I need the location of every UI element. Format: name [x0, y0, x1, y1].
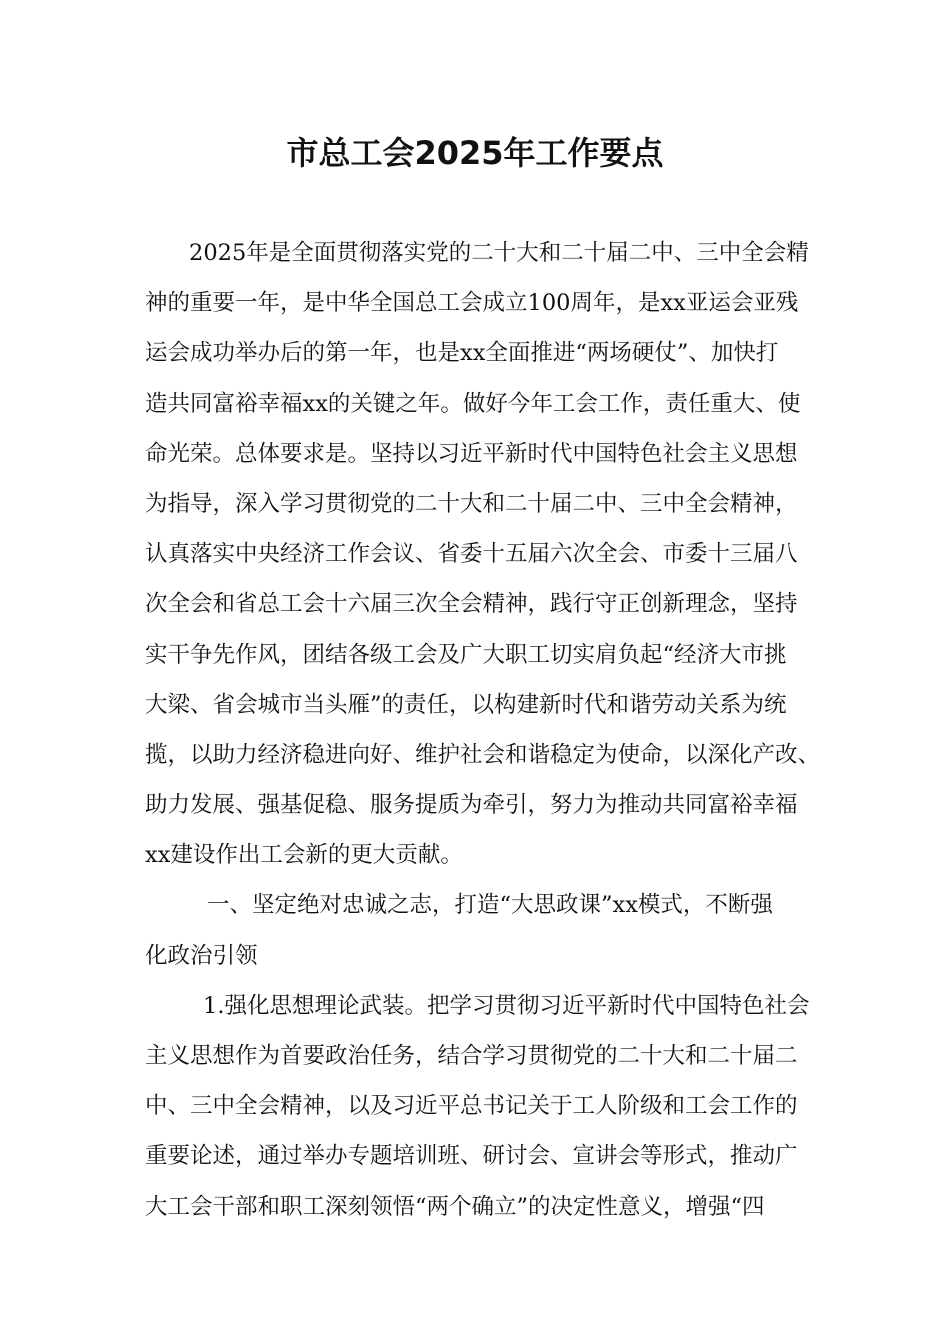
paragraph-line: 揽，以助力经济稳进向好、维护社会和谐稳定为使命，以深化产改、: [145, 741, 821, 768]
paragraph-line: 中、三中全会精神，以及习近平总书记关于工人阶级和工会工作的: [145, 1093, 798, 1120]
paragraph-line: 实干争先作风，团结各级工会及广大职工切实肩负起“经济大市挑: [145, 641, 787, 668]
section-heading: [145, 880, 845, 980]
paragraph-line: 命光荣。总体要求是。坚持以习近平新时代中国特色社会主义思想: [145, 440, 798, 467]
paragraph-line: 2025年是全面贯彻落实党的二十大和二十届二中、三中全会精: [189, 240, 809, 266]
paragraph-line: 主义思想作为首要政治任务，结合学习贯彻党的二十大和二十届二: [145, 1043, 798, 1069]
paragraph-line: 助力发展、强基促稳、服务提质为牵引，努力为推动共同富裕幸福: [145, 792, 798, 819]
paragraph-line: xx建设作出工会新的更大贡献。: [145, 842, 463, 869]
paragraph-line: 神的重要一年，是中华全国总工会成立100周年，是xx亚运会亚残: [145, 290, 799, 317]
section-1-paragraph: [145, 981, 845, 1232]
document-title: 市总工会2025年工作要点: [286, 134, 664, 172]
paragraph-line: 次全会和省总工会十六届三次全会精神，践行守正创新理念，坚持: [145, 591, 798, 618]
paragraph-line: 为指导，深入学习贯彻党的二十大和二十届二中、三中全会精神，: [145, 490, 798, 517]
document-body: [145, 228, 845, 1232]
paragraph-line: 大工会干部和职工深刻领悟“两个确立”的决定性意义，增强“四: [145, 1193, 765, 1220]
intro-paragraph: [145, 228, 845, 880]
paragraph-line: 运会成功举办后的第一年，也是xx全面推进“两场硬仗”、加快打: [145, 340, 779, 367]
paragraph-line: 大梁、省会城市当头雁”的责任，以构建新时代和谐劳动关系为统: [145, 691, 787, 718]
paragraph-line: 造共同富裕幸福xx的关键之年。做好今年工会工作，责任重大、使: [145, 390, 801, 417]
paragraph-line: 1.强化思想理论武装。把学习贯彻习近平新时代中国特色社会: [203, 992, 810, 1019]
heading-line: 化政治引领: [145, 942, 258, 969]
paragraph-line: 认真落实中央经济工作会议、省委十五届六次全会、市委十三届八: [145, 541, 798, 568]
paragraph-line: 重要论述，通过举办专题培训班、研讨会、宣讲会等形式，推动广: [145, 1143, 798, 1170]
heading-line: 一、坚定绝对忠诚之志，打造“大思政课”xx模式，不断强: [207, 892, 773, 919]
